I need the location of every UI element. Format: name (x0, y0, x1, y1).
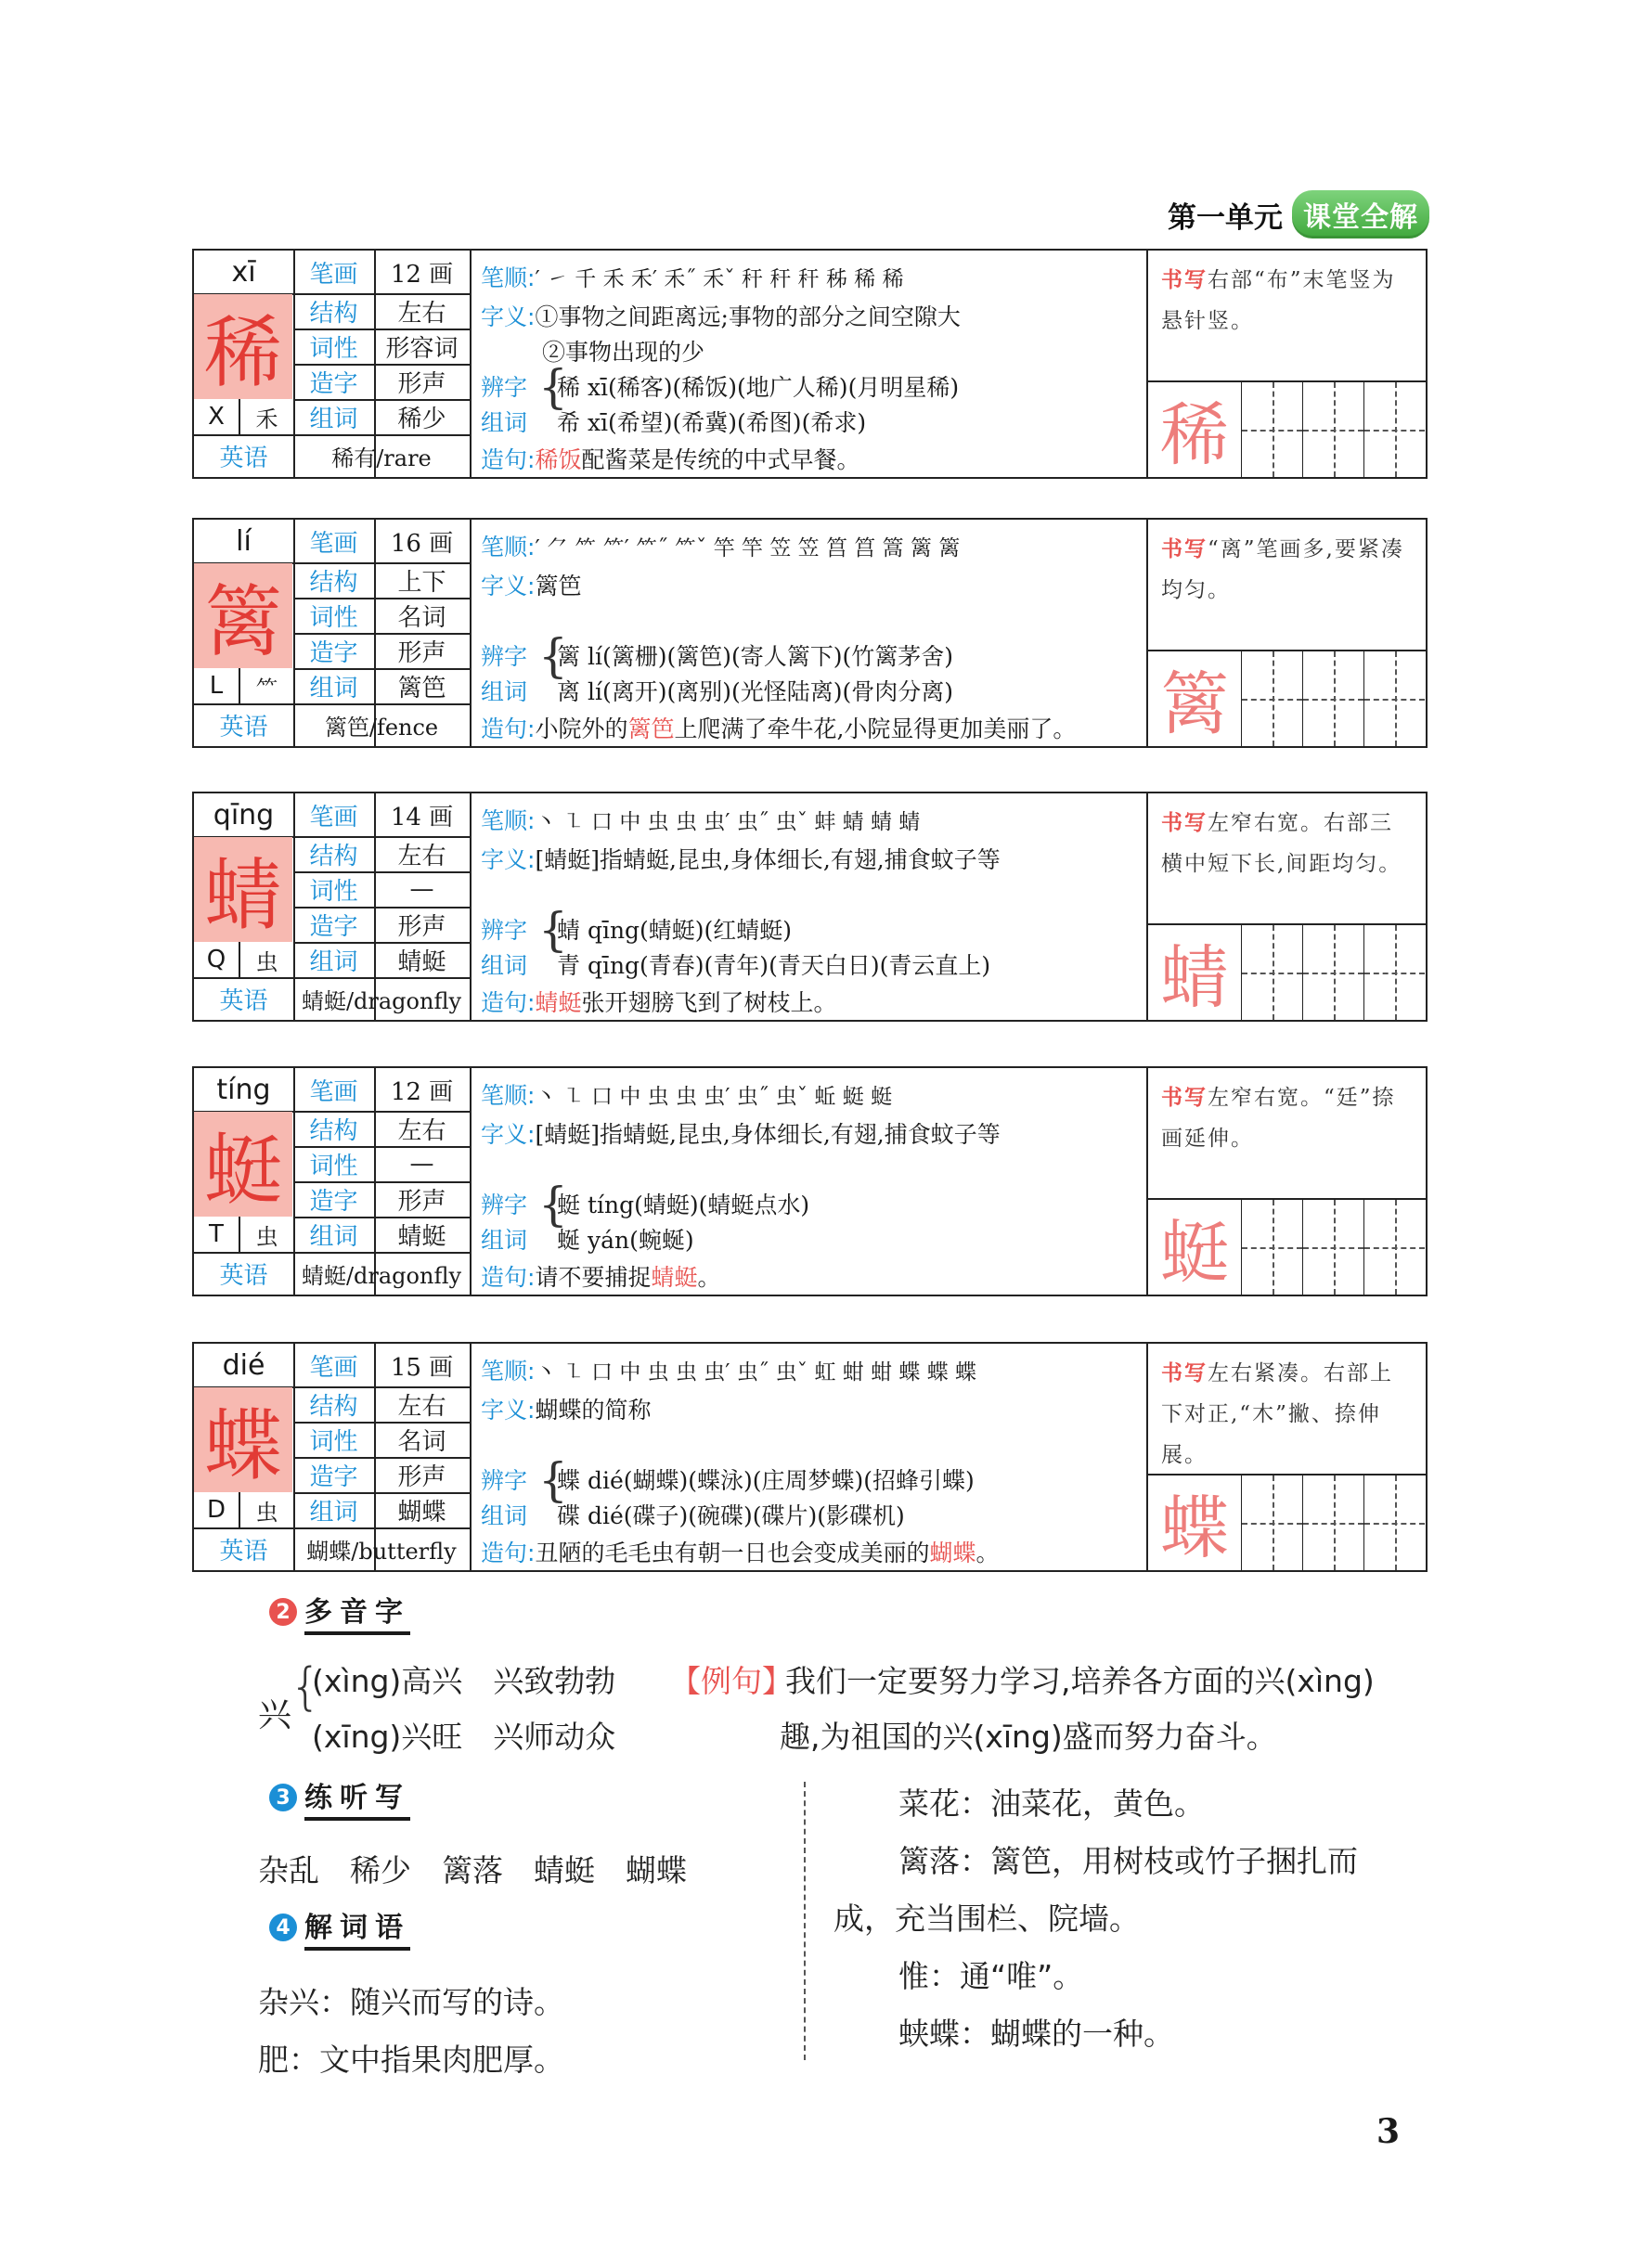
radical: 虫 (255, 1499, 278, 1526)
meaning-1: ①事物之间距离远;事物的部分之间空隙大 (535, 303, 961, 330)
meaning-1: 篱笆 (535, 573, 582, 599)
field-label-zaozi: 造字 (309, 1187, 358, 1216)
writing-grid (1148, 925, 1426, 1020)
field-label-cixing: 词性 (309, 1152, 358, 1180)
section-title: 解词语 (304, 1904, 410, 1951)
sentence-keyword: 蜻蜓 (535, 989, 582, 1016)
example-line-1: 我们一定要努力学习,培养各方面的兴(xìng) (785, 1663, 1375, 1699)
field-label-zaozi: 造字 (309, 912, 358, 941)
grid-cell (1363, 1200, 1425, 1295)
field-label-jiegou: 结构 (309, 1392, 358, 1421)
english-label: 英语 (219, 986, 268, 1015)
meaning-label: 字义: (481, 1397, 536, 1424)
sentence-keyword: 蜻蜓 (651, 1264, 698, 1291)
writing-tip (1148, 793, 1426, 925)
stroke-order-label: 笔顺: (481, 534, 536, 561)
polyphone-line-2: (xīng)兴旺 兴师动众 (312, 1719, 616, 1755)
field-label-cixing: 词性 (309, 877, 358, 906)
field-label-cixing: 词性 (309, 334, 358, 363)
distinguish-1: 蜻 qīng(蜻蜓)(红蜻蜓) (557, 917, 793, 944)
grid-cell (1302, 925, 1363, 1020)
writing-tip (1148, 251, 1426, 382)
writing-tip-label: 书写 (1161, 1086, 1208, 1110)
pinyin: xī (231, 255, 256, 289)
initial-letter: X (194, 399, 240, 434)
writing-tip (1148, 520, 1426, 651)
field-value-structure: 左右 (397, 1116, 446, 1145)
field-label-bihua: 笔画 (309, 803, 358, 831)
writing-grid (1148, 651, 1426, 746)
distinguish-label: 辨字 (481, 1192, 528, 1218)
sentence-pre: 丑陋的毛毛虫有朝一日也会变成美丽的 (535, 1540, 930, 1566)
meaning-1: 蝴蝶的简称 (535, 1397, 652, 1424)
initial-letter: D (194, 1492, 240, 1527)
vocab-right-3: 成，充当围栏、院墙。 (833, 1901, 1140, 1937)
meaning-label: 字义: (481, 1121, 536, 1148)
radical: 禾 (255, 406, 278, 432)
field-label-bihua: 笔画 (309, 1077, 358, 1106)
sentence-post: 。 (976, 1540, 1000, 1566)
field-label-bihua: 笔画 (309, 529, 358, 558)
distinguish-label: 辨字 (481, 917, 528, 944)
writing-tip (1148, 1068, 1426, 1200)
field-label-zuci: 组词 (309, 1222, 358, 1251)
main-character: 篱 (194, 563, 292, 668)
field-label-cixing: 词性 (309, 1427, 358, 1456)
field-value-formation: 形声 (397, 1187, 446, 1216)
field-value-pos: — (409, 875, 434, 903)
main-character: 蝶 (194, 1387, 292, 1492)
grid-sample-character: 蜻 (1160, 938, 1229, 1018)
section-number: 3 (269, 1784, 297, 1811)
section-number: 4 (269, 1914, 297, 1941)
writing-tip-label: 书写 (1161, 811, 1208, 835)
grid-cell (1241, 651, 1302, 746)
field-value-strokes: 16 画 (390, 529, 454, 558)
initial-letter: L (194, 668, 240, 703)
sentence-post: 。 (697, 1264, 721, 1291)
polyphone-line-1: (xìng)高兴 兴致勃勃 (312, 1663, 616, 1699)
meaning-label: 字义: (481, 303, 536, 330)
char-detail (472, 251, 1146, 477)
char-detail (472, 1344, 1146, 1570)
distinguish-2: 蜒 yán(蜿蜒) (557, 1227, 694, 1254)
brace-icon: { (538, 903, 568, 957)
polyphone-brace: { (290, 1657, 322, 1716)
grid-sample-character: 稀 (1160, 395, 1229, 475)
radical: 虫 (255, 948, 278, 975)
field-value-formation: 形声 (397, 638, 446, 667)
unit-label: 第一单元 (1168, 200, 1283, 235)
sentence-pre: 请不要捕捉 (535, 1264, 652, 1291)
polyphone-char: 兴 (258, 1696, 292, 1734)
distinguish-1: 蝶 dié(蝴蝶)(蝶泳)(庄周梦蝶)(招蜂引蝶) (557, 1467, 975, 1494)
field-value-pos: — (409, 1150, 434, 1178)
writing-grid (1148, 382, 1426, 477)
radical: 虫 (255, 1223, 278, 1250)
field-value-word: 篱笆 (397, 674, 446, 702)
grid-cell (1363, 651, 1425, 746)
field-value-formation: 形声 (397, 369, 446, 398)
word-group-label: 组词 (481, 1502, 528, 1529)
word-group-label: 组词 (481, 678, 528, 705)
field-label-zuci: 组词 (309, 405, 358, 433)
field-label-bihua: 笔画 (309, 1353, 358, 1382)
radical: ⺮ (255, 675, 278, 702)
main-character: 蜻 (194, 837, 292, 942)
english-label: 英语 (219, 1537, 268, 1566)
char-detail (472, 520, 1146, 746)
column-divider (804, 1782, 806, 2060)
section-dictation-title (269, 1774, 410, 1821)
field-value-structure: 上下 (397, 568, 446, 597)
field-value-structure: 左右 (397, 842, 446, 870)
example-line-2: 趣,为祖国的兴(xīng)盛而努力奋斗。 (780, 1719, 1277, 1755)
distinguish-1: 稀 xī(稀客)(稀饭)(地广人稀)(月明星稀) (557, 374, 960, 401)
writing-tip-label: 书写 (1161, 268, 1208, 292)
stroke-order: 丶 ㇅ 口 中 虫 虫 虫′ 虫˝ 虫ˇ 虹 蚶 蚶 蝶 蝶 蝶 (535, 1360, 977, 1385)
grid-cell (1302, 382, 1363, 477)
grid-cell (1302, 651, 1363, 746)
distinguish-1: 篱 lí(篱栅)(篱笆)(寄人篱下)(竹篱茅舍) (557, 643, 953, 670)
pinyin: tíng (216, 1073, 271, 1106)
stroke-order-label: 笔顺: (481, 264, 536, 291)
field-value-pos: 名词 (397, 603, 446, 632)
field-value-word: 蜻蜓 (397, 1222, 446, 1251)
section-polyphone-title (269, 1589, 410, 1635)
dictation-words: 杂乱 稀少 篱落 蜻蜓 蝴蝶 (258, 1852, 687, 1888)
field-label-cixing: 词性 (309, 603, 358, 632)
brace-icon: { (538, 1453, 568, 1507)
section-title: 练听写 (304, 1774, 410, 1821)
english-value: 蜻蜓/dragonfly (301, 987, 462, 1014)
english-label: 英语 (219, 444, 268, 472)
char-detail (472, 1068, 1146, 1295)
english-label: 英语 (219, 1261, 268, 1290)
sentence-label: 造句: (481, 989, 536, 1016)
writing-grid (1148, 1200, 1426, 1295)
stroke-order: 丶 ㇅ 口 中 虫 虫 虫′ 虫˝ 虫ˇ 蚯 蜓 蜓 (535, 1085, 893, 1109)
writing-tip-text: 右部“布”末笔竖为悬针竖。 (1161, 268, 1396, 333)
english-value: 稀有/rare (331, 445, 432, 471)
initial-letter: T (194, 1217, 240, 1252)
char-card (192, 1342, 1428, 1572)
sentence-pre: 小院外的 (535, 715, 628, 742)
stroke-order: ′ ⺈ ⺮ ⺮′ ⺮˝ ⺮ˇ 竿 竿 笠 笠 筥 筥 篙 篱 篱 (535, 536, 961, 561)
distinguish-2: 青 qīng(青春)(青年)(青天白日)(青云直上) (557, 952, 991, 979)
main-character: 稀 (194, 294, 292, 399)
english-value: 篱笆/fence (324, 714, 439, 741)
grid-cell (1363, 1475, 1425, 1570)
stroke-order: 丶 ㇅ 口 中 虫 虫 虫′ 虫˝ 虫ˇ 蚌 蜻 蜻 蜻 (535, 810, 921, 834)
grid-cell (1302, 1475, 1363, 1570)
word-group-label: 组词 (481, 1227, 528, 1254)
field-label-jiegou: 结构 (309, 842, 358, 870)
writing-tip-text: 左右紧凑。右部上下对正,“木”撇、捺伸展。 (1161, 1361, 1393, 1467)
unit-badge: 课堂全解 (1292, 190, 1429, 238)
word-group-label: 组词 (481, 952, 528, 979)
field-label-jiegou: 结构 (309, 1116, 358, 1145)
field-value-strokes: 14 画 (390, 803, 454, 831)
field-label-jiegou: 结构 (309, 299, 358, 328)
writing-tip-text: 左窄右宽。“廷”捺画延伸。 (1161, 1086, 1396, 1151)
distinguish-1: 蜓 tíng(蜻蜓)(蜻蜓点水) (557, 1192, 810, 1218)
grid-cell (1241, 1200, 1302, 1295)
distinguish-2: 碟 dié(碟子)(碗碟)(碟片)(影碟机) (557, 1502, 905, 1529)
meaning-2: ②事物出现的少 (542, 339, 705, 366)
meaning-label: 字义: (481, 573, 536, 599)
vocab-right-5: 蛱蝶：蝴蝶的一种。 (898, 2016, 1174, 2052)
field-label-bihua: 笔画 (309, 260, 358, 289)
field-value-formation: 形声 (397, 1463, 446, 1491)
stroke-order-label: 笔顺: (481, 807, 536, 834)
grid-cell (1241, 1475, 1302, 1570)
char-card (192, 518, 1428, 748)
field-label-zuci: 组词 (309, 1498, 358, 1527)
pinyin: lí (236, 524, 252, 558)
english-label: 英语 (219, 713, 268, 741)
vocab-right-2: 篱落：篱笆，用树枝或竹子捆扎而 (898, 1843, 1358, 1879)
page-number: 3 (1376, 2112, 1400, 2151)
section-number: 2 (269, 1598, 297, 1626)
sentence-label: 造句: (481, 1540, 536, 1566)
distinguish-label: 辨字 (481, 643, 528, 670)
char-card (192, 1066, 1428, 1296)
field-label-zuci: 组词 (309, 947, 358, 976)
field-value-word: 蝴蝶 (397, 1498, 446, 1527)
vocab-left-2: 肥：文中指果肉肥厚。 (258, 2042, 564, 2078)
section-vocab-title (269, 1904, 410, 1951)
unit-header (1168, 190, 1429, 238)
pinyin: qīng (213, 798, 275, 831)
example-label: 【例句】 (670, 1663, 793, 1699)
field-value-strokes: 12 画 (390, 260, 454, 289)
grid-cell (1363, 925, 1425, 1020)
meaning-1: [蜻蜓]指蜻蜓,昆虫,身体细长,有翅,捕食蚊子等 (535, 1121, 1001, 1148)
english-value: 蜻蜓/dragonfly (301, 1262, 462, 1289)
main-character: 蜓 (194, 1112, 292, 1217)
char-detail (472, 793, 1146, 1020)
brace-icon: { (538, 629, 568, 683)
brace-icon: { (538, 360, 568, 414)
english-value: 蝴蝶/butterfly (306, 1538, 457, 1565)
writing-tip-label: 书写 (1161, 1361, 1208, 1385)
distinguish-2: 离 lí(离开)(离别)(光怪陆离)(骨肉分离) (557, 678, 953, 705)
char-card (192, 792, 1428, 1022)
section-title: 多音字 (304, 1589, 410, 1635)
field-value-pos: 形容词 (385, 334, 459, 363)
pinyin: dié (222, 1348, 265, 1382)
sentence-keyword: 蝴蝶 (929, 1540, 976, 1566)
sentence-keyword: 篱笆 (627, 715, 675, 742)
field-value-strokes: 12 画 (390, 1077, 454, 1106)
stroke-order: ′ ㇀ 千 禾 禾′ 禾˝ 禾ˇ 秆 秆 秆 秭 稀 稀 (535, 267, 904, 291)
field-label-zaozi: 造字 (309, 638, 358, 667)
grid-sample-character: 蝶 (1160, 1488, 1229, 1568)
sentence-label: 造句: (481, 715, 536, 742)
stroke-order-label: 笔顺: (481, 1082, 536, 1109)
distinguish-label: 辨字 (481, 1467, 528, 1494)
distinguish-label: 辨字 (481, 374, 528, 401)
field-value-structure: 左右 (397, 1392, 446, 1421)
writing-tip-text: “离”笔画多,要紧凑均匀。 (1161, 537, 1404, 602)
field-value-formation: 形声 (397, 912, 446, 941)
sentence-post: 上爬满了牵牛花,小院显得更加美丽了。 (674, 715, 1077, 742)
vocab-left-1: 杂兴：随兴而写的诗。 (258, 1984, 564, 2020)
field-label-zuci: 组词 (309, 674, 358, 702)
initial-letter: Q (194, 942, 240, 977)
field-value-structure: 左右 (397, 299, 446, 328)
field-value-word: 蜻蜓 (397, 947, 446, 976)
field-label-jiegou: 结构 (309, 568, 358, 597)
sentence-post: 配酱菜是传统的中式早餐。 (581, 446, 860, 473)
field-value-strokes: 15 画 (390, 1353, 454, 1382)
sentence-label: 造句: (481, 1264, 536, 1291)
meaning-1: [蜻蜓]指蜻蜓,昆虫,身体细长,有翅,捕食蚊子等 (535, 846, 1001, 873)
writing-tip-text: 左窄右宽。右部三横中短下长,间距均匀。 (1161, 811, 1402, 876)
grid-cell (1241, 925, 1302, 1020)
grid-cell (1302, 1200, 1363, 1295)
writing-tip-label: 书写 (1161, 537, 1208, 561)
grid-cell (1241, 382, 1302, 477)
word-group-label: 组词 (481, 409, 528, 436)
grid-sample-character: 篱 (1160, 664, 1229, 744)
grid-cell (1363, 382, 1425, 477)
field-label-zaozi: 造字 (309, 1463, 358, 1491)
grid-sample-character: 蜓 (1160, 1213, 1229, 1293)
char-card (192, 249, 1428, 479)
vocab-right-4: 惟：通“唯”。 (898, 1958, 1084, 1994)
sentence-keyword: 稀饭 (535, 446, 582, 473)
sentence-label: 造句: (481, 446, 536, 473)
writing-grid (1148, 1475, 1426, 1570)
brace-icon: { (538, 1178, 568, 1231)
sentence-post: 张开翅膀飞到了树枝上。 (581, 989, 837, 1016)
writing-tip (1148, 1344, 1426, 1475)
field-value-pos: 名词 (397, 1427, 446, 1456)
distinguish-2: 希 xī(希望)(希冀)(希图)(希求) (557, 409, 867, 436)
stroke-order-label: 笔顺: (481, 1358, 536, 1385)
field-label-zaozi: 造字 (309, 369, 358, 398)
field-value-word: 稀少 (397, 405, 446, 433)
meaning-label: 字义: (481, 846, 536, 873)
vocab-right-1: 菜花：油菜花，黄色。 (898, 1785, 1205, 1822)
